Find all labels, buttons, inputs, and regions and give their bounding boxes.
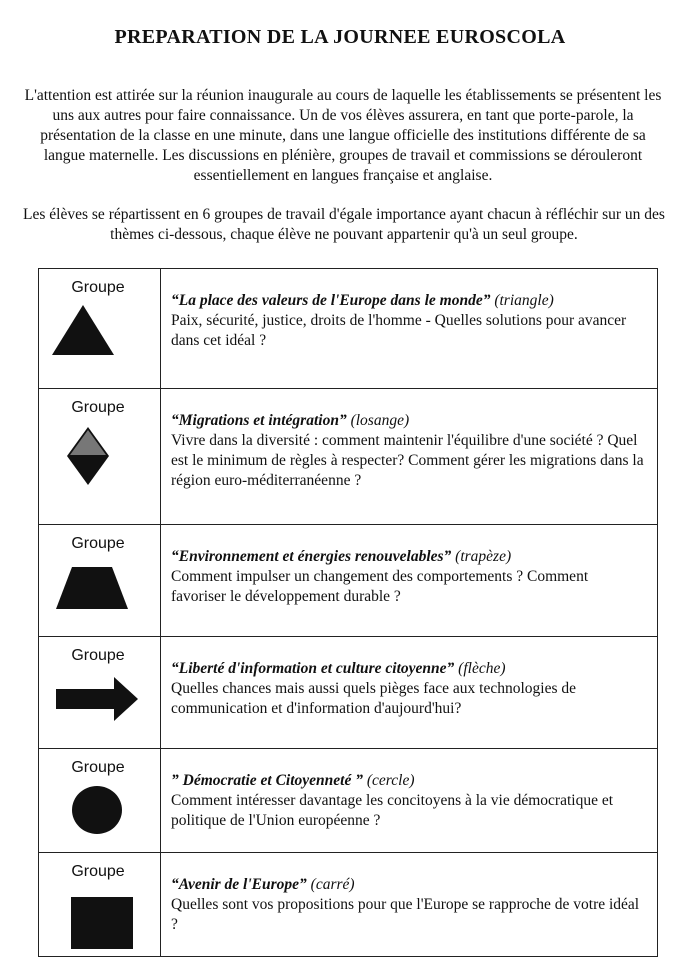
group-text-3 [161,525,657,636]
group-description-1: Paix, sécurité, justice, droits de l'homme - Quelles solutions pour avancer dans cet idéal ? [171,312,627,349]
group-row-5 [39,749,657,853]
group-label-3: Groupe [71,535,125,552]
group-theme-1: “La place des valeurs de l'Europe dans le monde” [171,292,491,309]
square-icon [71,897,133,949]
group-label-6: Groupe [71,863,125,880]
group-description-3: Comment impulser un changement des comportements ? Comment favoriser le développement durable ? [171,568,589,605]
group-row-2 [39,389,657,525]
group-cell-3 [39,525,161,636]
group-row-1 [39,269,657,389]
groups-paragraph: Les élèves se répartissent en 6 groupes de travail d'égale importance ayant chacun à réfléchir sur un des thèmes ci-dessous, chaque élève ne pouvant appartenir qu'à un seul groupe. [23,206,665,243]
group-theme-4: “Liberté d'information et culture citoyenne” [171,660,455,677]
trapezoid-icon [56,567,128,609]
intro-paragraph: L'attention est attirée sur la réunion inaugurale au cours de laquelle les établissements se présentent les uns aux autres pour faire connaissance. Un de vos élèves assurera, en tant que porte-parole, la présentation de la classe en une minute, dans une langue officielle des institutions différente de sa langue maternelle. Les discussions en plénière, groupes de travail et commissions se dérouleront essentiellement en langues française et anglaise. [24,87,662,184]
group-text-6 [161,853,657,956]
page-title: PREPARATION DE LA JOURNEE EUROSCOLA [114,26,566,48]
group-cell-6 [39,853,161,956]
group-theme-6: “Avenir de l'Europe” [171,876,307,893]
group-label-2: Groupe [71,399,125,416]
arrow-icon [56,677,138,721]
group-label-4: Groupe [71,647,125,664]
triangle-icon [52,305,114,355]
circle-icon [71,785,123,835]
group-description-4: Quelles chances mais aussi quels pièges face aux technologies de communication et d'information d'aujourd'hui? [171,680,577,717]
group-text-2 [161,389,657,524]
group-theme-5: ” Démocratie et Citoyenneté ” [171,772,363,789]
group-cell-2 [39,389,161,524]
diamond-icon [67,427,109,485]
group-shape-note-2: (losange) [350,412,410,429]
groups-table [38,268,658,957]
group-label-1: Groupe [71,279,125,296]
group-shape-note-1: (triangle) [494,292,554,309]
group-label-5: Groupe [71,759,125,776]
group-cell-4 [39,637,161,748]
group-shape-note-4: (flèche) [458,660,506,677]
group-row-3 [39,525,657,637]
group-text-4 [161,637,657,748]
group-cell-5 [39,749,161,852]
group-shape-note-6: (carré) [310,876,355,893]
group-description-2: Vivre dans la diversité : comment maintenir l'équilibre d'une société ? Quel est le minimum de règles à respecter? Comment gérer les migrations dans la région euro-méditerranéenne ? [171,432,644,489]
group-description-6: Quelles sont vos propositions pour que l'Europe se rapproche de votre idéal ? [171,896,640,933]
group-text-1 [161,269,657,388]
group-shape-note-5: (cercle) [366,772,415,789]
group-cell-1 [39,269,161,388]
group-text-5 [161,749,657,852]
group-shape-note-3: (trapèze) [455,548,512,565]
group-description-5: Comment intéresser davantage les concitoyens à la vie démocratique et politique de l'Union européenne ? [171,792,614,829]
group-row-4 [39,637,657,749]
group-theme-3: “Environnement et énergies renouvelables” [171,548,452,565]
group-row-6 [39,853,657,957]
group-theme-2: “Migrations et intégration” [171,412,347,429]
